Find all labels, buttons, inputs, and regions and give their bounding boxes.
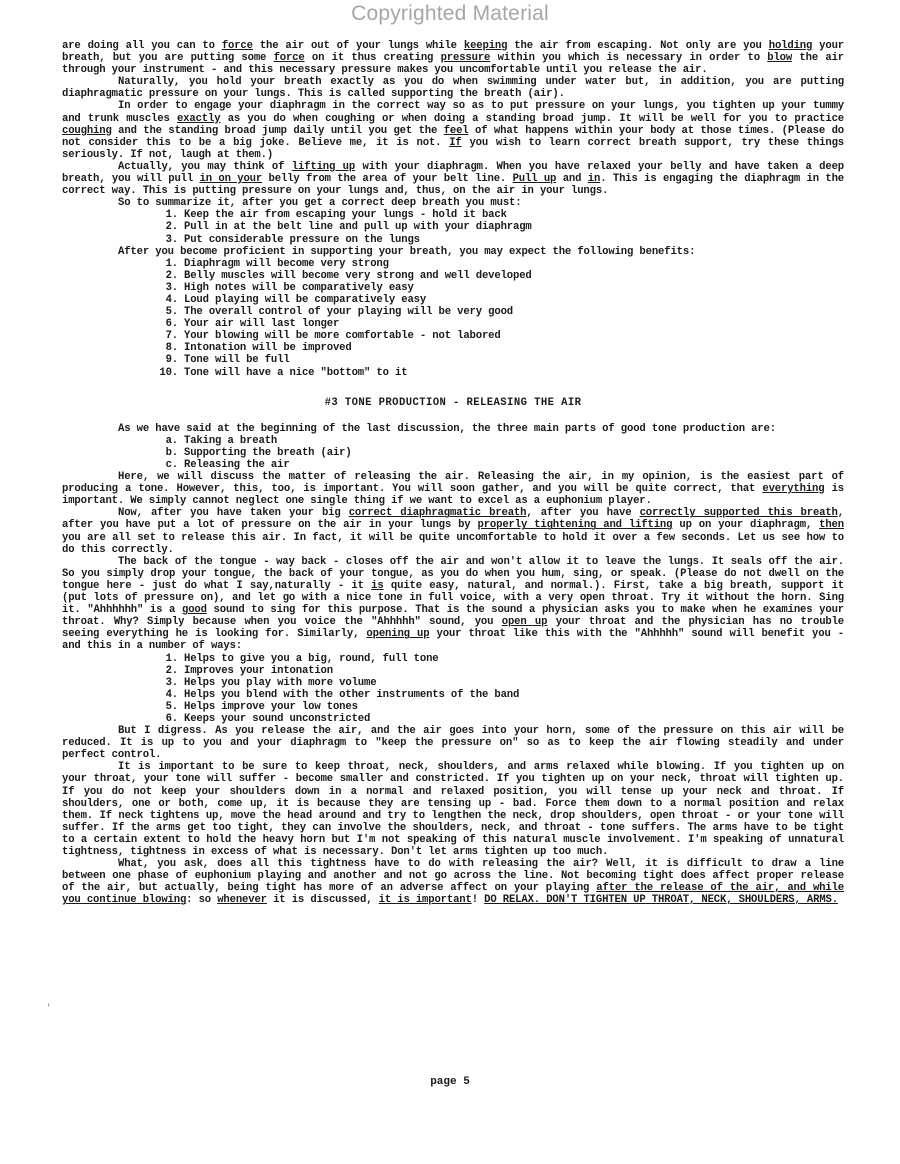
benefits-intro: After you become proficient in supporting your breath, you may expect the following benefits: [118,245,696,258]
list-item: 2. Belly muscles will become very strong and well developed [165,269,532,282]
paragraph-engage-diaphragm: In order to engage your diaphragm in the correct way so as to put pressure on your lungs, you tighten up your tummy and trunk muscles exactly as you do when coughing or when doing a standing broad jump. It will be well for you to practice coughing and the standing broad jump daily until you get the feel of what happens within your body at those times. (Please do not consider this to be a big joke. Believe me, it is not. If you wish to learn correct breath support, try these things seriously. If not, laugh at them.) [62,100,845,161]
list-item: a. Taking a breath [165,434,278,447]
paragraph-tongue: The back of the tongue - way back - closes off the air and won't allow it to leave the lungs. It seals off the air. So you simply drop your tongue, the back of your tongue, as you do when you hum, sing, or speak. (Please do not dwell on the tongue here - just do what I say,naturally - it is quite easy, natural, and normal.). First, take a big breath, support it (put lots of pressure on), and let go with a nice tone in full voice, with a very open throat. Try it without the horn. Sing it. "Ahhhhhh" is a good sound to sing for this purpose. That is the sound a physician asks you to make when he examines your throat. Why? Simply because when you voice the "Ahhhhh" sound, you open up your throat and the physician has no trouble seeing everything he is looking for. Similarly, opening up your throat like this with the "Ahhhhh" sound will benefit you - and this in a number of ways: [62,555,845,653]
section-intro: As we have said at the beginning of the last discussion, the three main parts of good tone production are: [118,422,776,435]
document-page [62,40,844,906]
paragraph-relaxed: It is important to be sure to keep throat, neck, shoulders, and arms relaxed while blowing. If you tighten up on your throat, your tone will suffer - become smaller and constricted. If you tighten up on your neck, throat will tighten up. If you do not keep your shoulders down in a normal and relaxed position, you will tense up your neck and throat. If shoulders, one or both, come up, it is because they are tensing up - bad. Force them down to a normal position and relax them. If neck tightens up, move the head around and try to lengthen the neck, drop shoulders, open throat - or your tone will suffer. If the arms get too tight, they can involve the shoulders, neck, and throat - tone suffers. The arms have to be tight to a certain extent to hold the heavy horn but I'm not speaking of this natural muscle involvement. I'm speaking of unnatural tightness, tightness in excess of what is necessary. Don't let arms tighten up too much. [62,761,844,858]
paragraph-releasing: Here, we will discuss the matter of releasing the air. Releasing the air, in my opinion, is the easiest part of producing a tone. However, this, too, is important. You will soon gather, and you will be quite correct, that everything is important. We simply cannot neglect one single thing if we want to excel as a euphonium player. [62,471,844,508]
list-item: 1. Keep the air from escaping your lungs - hold it back [165,209,507,222]
list-item: 2. Pull in at the belt line and pull up with your diaphragm [165,221,532,234]
list-item: 5. The overall control of your playing will be very good [165,306,513,319]
margin-mark: ' [46,1003,52,1013]
summary-list [62,209,844,245]
list-item: 4. Helps you blend with the other instruments of the band [165,688,520,701]
paragraph-digress: But I digress. As you release the air, and the air goes into your horn, some of the pressure on this air will be reduced. It is up to you and your diaphragm to "keep the pressure on" so as to keep the air flowing steadily and under perfect control. [62,725,844,762]
ways-list [62,653,844,726]
list-item: c. Releasing the air [165,459,290,471]
list-item: 6. Keeps your sound unconstricted [165,712,371,725]
benefits-list [62,258,844,379]
list-item: 2. Improves your intonation [165,664,333,677]
list-item: 6. Your air will last longer [165,318,340,331]
summary-intro: So to summarize it, after you get a correct deep breath you must: [118,197,522,210]
list-item: 1. Helps to give you a big, round, full tone [165,652,439,665]
section-heading: #3 TONE PRODUCTION - RELEASING THE AIR [324,396,582,409]
paragraph-now-after: Now, after you have taken your big correct diaphragmatic breath, after you have correctly supported this breath, after you have put a lot of pressure on the air in your lungs by properly tightening and lifting up on your diaphragm, then you are all set to release this air. In fact, it will be quite uncomfortable to hold it over a few seconds. Let us see how to do this correctly. [62,507,844,556]
paragraph-pressure: are doing all you can to force the air out of your lungs while keeping the air from escaping. Not only are you holding your breath, but you are putting some force on it thus creating pressure within you which is necessary in order to blow the air through your instrument - and this necessary pressure makes you uncomfortable until you release the air. [62,40,845,77]
list-item: 9. Tone will be full [165,354,290,367]
list-item: 1. Diaphragm will become very strong [165,257,389,270]
page-number: page 5 [430,1076,470,1088]
list-item: 8. Intonation will be improved [165,342,352,355]
list-item: 3. Put considerable pressure on the lungs [165,233,420,246]
copyright-watermark: Copyrighted Material [351,2,549,25]
list-item: 7. Your blowing will be more comfortable - not labored [165,330,501,343]
list-item: 3. High notes will be comparatively easy [165,281,414,294]
list-item: 4. Loud playing will be comparatively easy [165,293,427,306]
list-item: 3. Helps you play with more volume [165,676,377,689]
paragraph-lifting-up: Actually, you may think of lifting up with your diaphragm. When you have relaxed your belly and have taken a deep breath, you will pull in on your belly from the area of your belt line. Pull up and in. This is engaging the diaphragm in the correct way. This is putting pressure on your lungs and, thus, on the air in your lungs. [62,160,844,198]
paragraph-tightness: What, you ask, does all this tightness have to do with releasing the air? Well, it is difficult to draw a line between one phase of euphonium playing and another and not go across the line. Not becoming tight does affect proper release of the air, but actually, being tight has more of an adverse affect on your playing after the release of the air, and while you continue blowing: so whenever it is discussed, it is important! DO RELAX. DON'T TIGHTEN UP THROAT, NECK, SHOULDERS, ARMS. [62,858,844,907]
paragraph-naturally: Naturally, you hold your breath exactly as you do when swimming under water but, in addition, you are putting diaphragmatic pressure on your lungs. This is called supporting the breath (air). [62,76,844,101]
list-item: 10. Tone will have a nice "bottom" to it [159,366,408,379]
list-item: 5. Helps improve your low tones [165,700,358,713]
list-item: b. Supporting the breath (air) [165,446,352,459]
parts-list [62,435,844,471]
